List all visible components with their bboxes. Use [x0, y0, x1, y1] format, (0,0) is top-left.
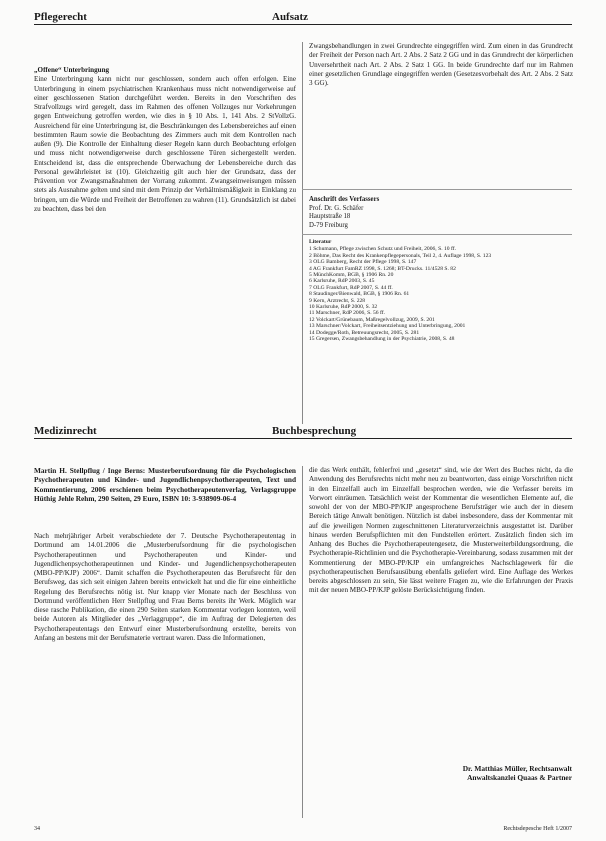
references-divider — [302, 234, 572, 235]
article-right-column — [309, 42, 573, 180]
reference-item: 13 Marschner/Volckart, Freiheitsentziehung und Unterbringung, 2001 — [309, 323, 466, 330]
journal-footer: Rechtsdepesche Heft 1/2007 — [503, 826, 572, 832]
signature-line: Dr. Matthias Müller, Rechtsanwalt — [462, 764, 572, 773]
reference-item: 14 Dodegge/Roth, Betreuungsrecht, 2005, S. 281 — [309, 329, 420, 336]
reference-item: 8 Staudinger/Bienwald, BGB, § 1906 Rn. 61 — [309, 291, 410, 298]
reference-item: 10 Karlsruhe, RdP 2000, S. 32 — [309, 304, 378, 311]
review-left-column — [34, 532, 296, 818]
article-left-text: Eine Unterbringung kann nicht nur geschlossen, sondern auch offen erfolgen. Eine Unterbringung in einem psychiatrischen Krankenhaus muss nicht notwendigerweise auf einer geschlossenen Station durchgeführt werden. Bereits in den Vorschriften des Strafvollzugs wird geregelt, dass im Rahmen des offenen Vollzuges nur Vorkehrungen gegen Entweichung getroffen werden, wie dies in § 10 Abs. 1, 141 Abs. 2 StVollzG. Ausreichend für eine Unterbringung ist, die Beschränkungen des Lebensbereiches auf einen bestimmten Raum sowie die Beobachtung des Zimmers auch mit dem Kontrollen nach außen (9). Die Kontrolle der Einhaltung dieser Regeln kann durch Beobachtung erfolgen und muss nicht notwendigerweise durch geschlossene Türen sichergestellt werden. Entscheidend ist, dass die entsprechende Überwachung der Lebensbereiche durch das Personal gewährleistet ist (10). Gleichzeitig gilt auch hier der Grundsatz, dass der Prävention vor Zwangsmaßnahmen der Vorrang zukommt. Zwangseinweisungen müssen stets als Ausnahme gelten und sind mit dem Prinzip der Verhältnismäßigkeit in Einklang zu bringen, um die Würde und Freiheit der Betroffenen zu wahren (11). Grundsätzlich ist dabei zu beachten, dass bei den — [34, 75, 296, 213]
column-divider — [302, 42, 303, 424]
author-line: D-79 Freiburg — [309, 221, 348, 229]
reference-item: 5 MünchKomm, BGB, § 1906 Rn. 20 — [309, 272, 394, 279]
author-label: Anschrift des Verfassers — [309, 196, 380, 203]
review-subsection-title: Buchbesprechung — [272, 425, 357, 437]
section-title: Pflegerecht — [34, 11, 87, 23]
reference-item: 1 Schumann, Pflege zwischen Schutz und Freiheit, 2006, S. 10 ff. — [309, 246, 457, 253]
references — [309, 239, 573, 343]
author-divider — [302, 189, 572, 190]
author-address — [309, 196, 571, 230]
reference-item: 7 OLG Frankfurt, RdP 2007, S. 44 ff. — [309, 284, 393, 291]
review-header — [34, 420, 572, 439]
reference-item: 2 Böhme, Das Recht des Krankenpflegepersonals, Teil 2, 4. Auflage 1998, S. 123 — [309, 252, 492, 259]
references-title: Literatur — [309, 239, 332, 245]
review-right-text: die das Werk enthält, fehlerfrei und „gesetzt“ sind, wie der Wert des Buches nicht, da die Anwendung des Berufsrechts nicht mehr neu zu beantworten, dass einige Vorschriften nicht in den Einzelfall auch im Einzelfall besprochen werden, wie die Verfasser bereits im Vorwort einräumen. Tatsächlich weist der Kommentar die wesentlichen Elemente auf, die sowohl der von der MBO-PP/KJP angesprochene Berufsträger wie auch der in diesem Bereich tätige Anwalt benötigen. Nützlich ist dabei insbesondere, dass der Kommentar mit auf die jeweiligen Normen zugeschnittenen Literaturverzeichnis ausgestattet ist. Darüber hinaus werden Berufspflichten mit den Fundstellen erörtert. Zusätzlich finden sich im Anhang des Buches die Psychotherapeutengesetz, die Musterweiterbildungsordnung, die Psychotherapie-Richtlinien und die Psychotherapie-Vereinbarung, sodass zusammen mit der Kommentierung der MBO-PP/KJP ein umfangreiches Nachschlagewerk für die psychotherapeutischen Berufsausübung ebenfalls geliefert wird. Eine Auflage des Werkes bereits abgeschlossen zu sein, Sie lässt weitere Fragen zu, wie die Erfahrungen der Praxis mit der neuen MBO-PP/KJP gelöste Berücksichtigung finden. — [309, 466, 573, 595]
article-heading: „Offene“ Unterbringung — [34, 66, 110, 74]
reference-item: 4 AG Frankfurt FamRZ 1998, S. 1268; BT-Drucks. 11/4528 S. 82 — [309, 265, 456, 272]
reference-item: 6 Karlsruhe, RdP 2003, S. 45 — [309, 278, 375, 285]
review-left-text: Nach mehrjähriger Arbeit verabschiedete der 7. Deutsche Psychotherapeutentag in Dortmund am 14.01.2006 die „Musterberufsordnung für die psychologischen Psychotherapeutinnen und Psychotherapeuten und Kinder- und Jugendlichenpsychotherapeutinnen und Kinder- und Jugendlichenpsychotherapeuten (MBO-PP/KJP) 2006“. Damit schaffen die Psychotherapeuten das Berufsrecht für den Berufsweg, das sich seit einigen Jahren bereits entwickelt hat und die für eine einheitliche Regelung des Berufsrechts nötig ist. Nur knapp vier Monate nach der Beschluss von Dortmund veröffentlichen Herr Stellpflug und Frau Berns bereits ihr Werk. Möglich war diese rasche Publikation, die einen 290 Seiten starken Kommentar vorlegen konnten, weil beide Autoren als Mitglieder des „Verlaggruppe“, die im Auftrag der Delegierten des Psychotherapeutentags den Entwurf einer Musterberufsordnung erstellte, bereits von Anfang an bestens mit der Berufsmaterie vertraut waren. Dass die Informationen, — [34, 532, 296, 642]
reference-item: 11 Marschner, RdP 2006, S. 56 ff. — [309, 310, 386, 317]
reference-item: 9 Kern, Arztrecht, S. 228 — [309, 297, 366, 304]
author-line: Prof. Dr. G. Schäfer — [309, 204, 364, 212]
review-column-divider — [302, 466, 303, 818]
reference-item: 15 Gregersen, Zwangsbehandlung in der Psychiatrie, 2008, S. 48 — [309, 336, 455, 343]
review-book-title: Martin H. Stellpflug / Inge Berns: Musterberufsordnung für die Psychologischen Psychotherapeuten und Kinder- und Jugendlichenpsychotherapeuten, Text und Kommentierung, 2006 erschienen beim Psychotherapeutenverlag, Verlagsgruppe Hüthig Jehle Rehm, 290 Seiten, 29 Euro, ISBN 10: 3-938909-06-4 — [34, 466, 296, 503]
references-list — [309, 246, 573, 342]
top-header — [34, 6, 572, 25]
author-line: Hauptstraße 18 — [309, 213, 351, 221]
page-number: 34 — [34, 826, 40, 832]
article-left-column — [34, 66, 296, 424]
signature-line: Anwaltskanzlei Quaas & Partner — [467, 773, 572, 782]
subsection-title: Aufsatz — [272, 11, 309, 23]
reference-item: 12 Volckart/Grünebaum, Maßregelvollzug, 2009, S. 201 — [309, 316, 435, 323]
review-right-column — [309, 466, 573, 756]
article-right-text: Zwangsbehandlungen in zwei Grundrechte eingegriffen wird. Zum einen in das Grundrecht der Freiheit der Person nach Art. 2 Abs. 2 Satz 2 GG und in das Grundrecht der körperlichen Unversehrtheit nach Art. 2 Abs. 2 Satz 1 GG. In beide Grundrechte darf nur im Rahmen einer gesetzlichen Grundlage eingegriffen werden (Gesetzesvorbehalt des Art. 2 Abs. 2 Satz 3 GG). — [309, 42, 573, 87]
reference-item: 3 OLG Bamberg, Recht der Pflege 1998, S. 147 — [309, 259, 417, 266]
review-section-title: Medizinrecht — [34, 425, 97, 437]
review-signature — [463, 764, 572, 782]
